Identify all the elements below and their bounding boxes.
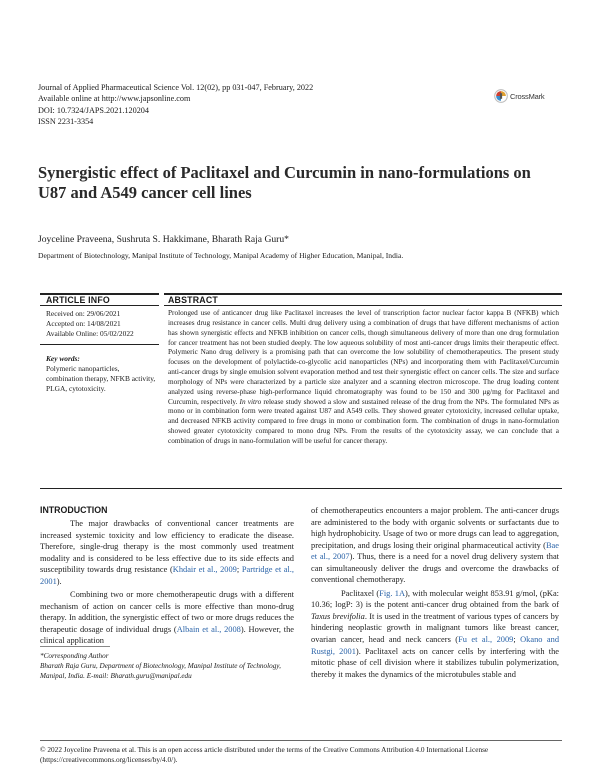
intro-r1-end: ). Thus, there is a need for a novel drug delivery system that can simultaneously deliver the drugs and overcome the drawbacks of conventional chemotherapy. [311, 552, 559, 585]
available-date: Available Online: 05/02/2022 [46, 329, 134, 338]
intro-paragraph-4 [311, 588, 559, 680]
abstract-text [168, 309, 559, 447]
intro-r2-mid: ), with molecular weight 853.91 g/mol, (pKa: 10.36; logP: 3) is the potent anti-cancer drug obtained from the bark of [311, 588, 559, 610]
intro-r2-text: Paclitaxel ( [341, 588, 380, 598]
intro-p1-sep: ; [236, 565, 242, 575]
accepted-date: Accepted on: 14/08/2021 [46, 319, 121, 328]
corresponding-author-details: Bharath Raja Guru, Department of Biotechnology, Manipal Institute of Technology, Manipal, India. E-mail: Bharath.guru@manipal.edu [40, 661, 281, 680]
authors: Joyceline Praveena, Sushruta S. Hakkimane, Bharath Raja Guru* [38, 234, 289, 245]
citation-partridge[interactable]: Partridge et al., 2001 [40, 565, 294, 586]
article-info-dates-rule [40, 344, 159, 345]
intro-r2-mid2: . It is used in the treatment of various types of cancers by hindering neoplastic growth in malignant tumors like breast cancer, ovarian cancer, head and neck cancers ( [311, 611, 559, 645]
crossmark-label: CrossMark [510, 91, 545, 101]
citation-bae[interactable]: Bae et al., 2007 [311, 540, 559, 562]
intro-r1-text: of chemotherapeutics encounters a major problem. The anti-cancer drugs are administered to the body with organic solvents or surfactants due to high hydrophobicity. Usage of two or more drugs can lead to aggregation, precipitation, and drugs losing their original pharmaceutical activity ( [311, 506, 559, 550]
intro-r2-sep: ; [513, 635, 521, 645]
copyright-notice: © 2022 Joyceline Praveena et al. This is an open access article distributed under the terms of the Creative Commons Attribution 4.0 International License (https://creativecommons.org/licenses/by/4.0/). [40, 745, 489, 764]
citation-albain[interactable]: Albain et al., 2008 [176, 624, 241, 634]
intro-paragraph-2 [40, 589, 294, 647]
journal-url[interactable]: Available online at http://www.japsonline.com [38, 94, 191, 104]
intro-p2-text: Combining two or more chemotherapeutic drugs with a different mechanism of action on cancer cells is more effective than mono-drug therapy. In addition, the synergistic effect of two or more drugs reduces the therapeutic dosage of individual drugs ( [40, 590, 294, 634]
keywords-heading: Key words: [46, 354, 80, 363]
intro-p1-end: ). [56, 576, 62, 586]
article-info-heading: ARTICLE INFO [46, 295, 110, 305]
article-title: Synergistic effect of Paclitaxel and Curcumin in nano-formulations on U87 and A549 cancer cell lines [38, 163, 531, 202]
journal-header [38, 82, 378, 128]
keywords-list: Polymeric nanoparticles, combination therapy, NFKB activity, PLGA, cytotoxicity. [46, 364, 156, 393]
species-name: Taxus brevifolia [311, 611, 365, 621]
figure-1a-link[interactable]: Fig. 1A [379, 588, 406, 598]
crossmark-icon [494, 89, 508, 103]
article-dates [46, 309, 134, 339]
abstract-part-1: Prolonged use of anticancer drug like Paclitaxel increases the level of transcription factor nuclear factor kappa B (NFKB) which increases drug resistance in cancer cells. Multi drug delivery using a combination of drugs that have different mechanisms of action has shown synergistic effects and NFKB inhibition on cancer cells, though simultaneous delivery of more than one drug formulation for cancer treatment has not been studied deeply. The low aqueous solubility of most anti-cancer drugs limits their therapeutic effect. Polymeric Nano drug delivery is a promising path that can overcome the low solubility of chemotherapeutics. The present study focuses on the development of polylactide-co-glycolic acid nanoparticles (NPs) and incorporating them with Paclitaxel/Curcumin anti-cancer drugs by single emulsion solvent evaporation method and test their synergistic effect on cancer cells. The size and surface morphology of NPs were characterized by a particle size analyzer and a scanning electron microscope. The drug loading content analyzed using reverse-phase high-performance liquid chromatography was found to be 150 and 300 μg/mg for Paclitaxel and Curcumin, respectively. [168, 309, 559, 406]
abstract-heading: ABSTRACT [168, 295, 218, 305]
doi[interactable]: DOI: 10.7324/JAPS.2021.120204 [38, 105, 149, 115]
article-info-mid-rule [40, 305, 159, 306]
footnote-rule [40, 646, 110, 647]
intro-p1-text: The major drawbacks of conventional cancer treatments are increased systemic toxicity and low efficiency to eradicate the disease. Therefore, single-drug therapy is the most commonly used treatment modality and is considered to be less effective due to its side effects and susceptibility towards drug resistance ( [40, 519, 294, 575]
crossmark-badge[interactable] [494, 89, 544, 103]
corresponding-author-label: *Corresponding Author [40, 652, 109, 660]
abstract-mid-rule [164, 305, 562, 306]
journal-citation: Journal of Applied Pharmaceutical Science Vol. 12(02), pp 031-047, February, 2022 [38, 83, 314, 92]
citation-okano[interactable]: Okano and Rustgi, 2001 [311, 635, 560, 656]
abstract-top-rule [164, 293, 562, 295]
intro-p2-end: ). However, the clinical application [40, 624, 295, 646]
intro-right-column [311, 505, 559, 680]
issn: ISSN 2231-3354 [38, 117, 94, 127]
abstract-in-vitro: In vitro [239, 397, 262, 406]
abstract-part-2: release study showed a slow and sustained release of the drug from the NPs. The formulated NPs as mono or in combination form were treated against U87 and A549 cells. They showed greater cytotoxicity, increased cellular uptake, and decreased NFKB activity compared to free drugs in mono or combination form. The combination of drugs in nano-formulation showed greater cytotoxicity compared to mono drug NPs. From the results of the cytotoxicity assay, we can conclude that a combination of drugs in nano-formulation will be useful for cancer therapy. [168, 397, 560, 445]
received-date: Received on: 29/06/2021 [46, 309, 121, 318]
intro-left-column [40, 518, 294, 647]
affiliation: Department of Biotechnology, Manipal Institute of Technology, Manipal Academy of Higher Education, Manipal, India. [38, 251, 404, 260]
intro-paragraph-3 [311, 505, 559, 586]
introduction-heading: INTRODUCTION [40, 505, 108, 515]
copyright-rule [40, 740, 562, 741]
citation-fu[interactable]: Fu et al., 2009 [458, 635, 514, 645]
front-matter-bottom-rule [40, 488, 562, 489]
corresponding-author-note [40, 652, 294, 681]
intro-paragraph-1 [40, 518, 294, 587]
intro-r2-end: ). Paclitaxel acts on cancer cells by interfering with the mitotic phase of cell division where it stabilizes tubulin polymerization, thereby it makes the dynamics of the microtubules stable and [311, 646, 559, 679]
citation-khdair[interactable]: Khdair et al., 2009 [172, 565, 237, 575]
